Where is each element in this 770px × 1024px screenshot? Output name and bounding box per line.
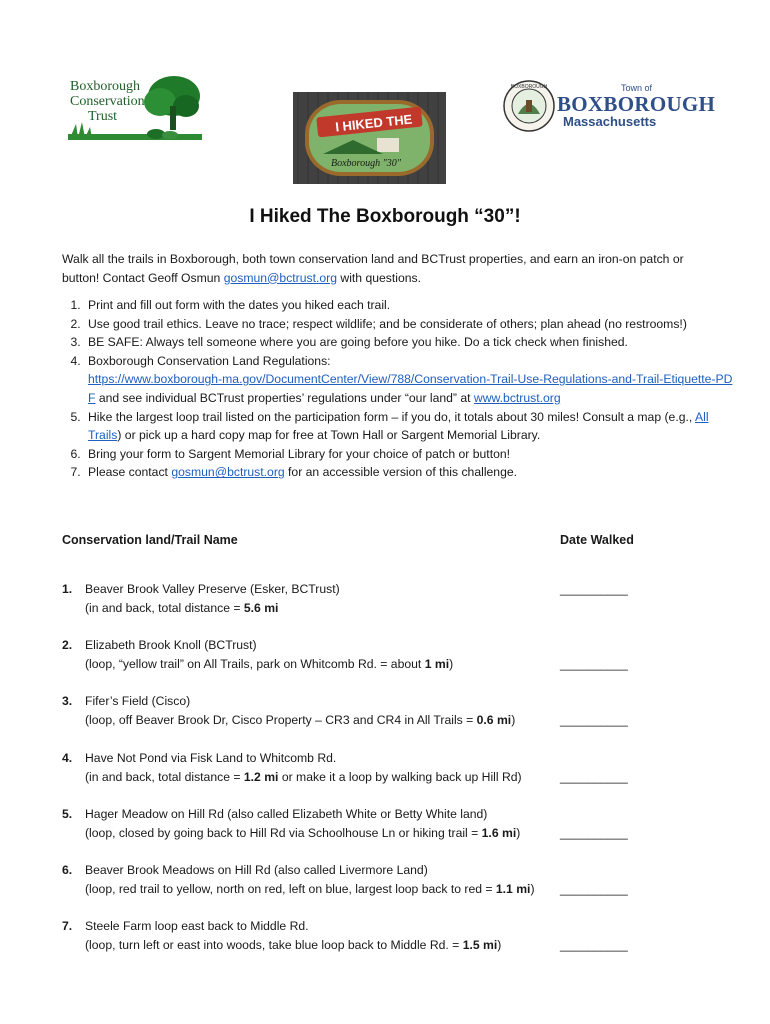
trail-name-column-header: Conservation land/Trail Name (62, 533, 238, 547)
page-title: I Hiked The Boxborough “30”! (249, 206, 521, 227)
regulations-link[interactable]: https://www.boxborough-ma.gov/DocumentCenter/View/788/Conservation-Trail-Use-Regulations-and-Trail-Etiquette-PDF (88, 372, 733, 405)
town-state: Massachusetts (563, 114, 657, 129)
intro-text: Walk all the trails in Boxborough, both town conservation land and BCTrust properties, and earn an iron-on patch or button! Contact Geoff Osmun (62, 252, 684, 285)
rule-item: 1. Print and fill out form with the dates you hiked each trail. (84, 296, 734, 315)
intro-paragraph (62, 250, 712, 287)
all-trails-link[interactable]: All Trails (88, 409, 709, 443)
date-walked-column-header: Date Walked (560, 533, 634, 547)
rule-item: 5. Hike the largest loop trail listed on the participation form – if you do, it totals about 30 miles! Consult a map (e.g., All Trails) or pick up a hard copy map for free at Town Hall or Sargent Memorial Library. (84, 408, 734, 445)
bctrust-logo (66, 72, 202, 142)
svg-text:Boxborough "30": Boxborough "30" (331, 158, 401, 169)
rules-list (62, 296, 734, 482)
rule-item: 4. Boxborough Conservation Land Regulations: https://www.boxborough-ma.gov/DocumentCenter/View/788/Conservation-Trail-Use-Regulations-and-Trail-Etiquette-PDF and see individual BCTrust properties’ regulations under “our land” at www.bctrust.org (84, 352, 734, 408)
svg-text:Conservation: Conservation (70, 94, 145, 109)
svg-text:Boxborough: Boxborough (70, 79, 140, 94)
rule-item: 7. Please contact gosmun@bctrust.org for an accessible version of this challenge. (84, 463, 734, 482)
town-of-boxborough-logo (503, 80, 716, 132)
date-walked-blank[interactable]: __________ (560, 937, 628, 952)
rule-item: 2. Use good trail ethics. Leave no trace; respect wildlife; and be considerate of others; plan ahead (no restrooms!) (84, 315, 734, 334)
town-name: BOXBOROUGH (557, 92, 716, 116)
intro-text-end: with questions. (337, 270, 422, 285)
town-seal-icon (503, 80, 555, 132)
hiked-patch-image (293, 92, 446, 184)
svg-text:BOXBOROUGH: BOXBOROUGH (510, 84, 548, 90)
bctrust-website-link[interactable]: www.bctrust.org (473, 390, 561, 405)
rule-item: 3. BE SAFE: Always tell someone where you are going before you hike. Do a tick check when finished. (84, 333, 734, 352)
date-walked-blank[interactable]: __________ (560, 712, 628, 727)
date-walked-blank[interactable]: __________ (560, 881, 628, 896)
svg-text:Trust: Trust (88, 109, 118, 124)
accessible-contact-email-link[interactable]: gosmun@bctrust.org (171, 465, 285, 480)
date-walked-blank[interactable]: __________ (560, 656, 628, 671)
town-prefix: Town of (621, 83, 653, 93)
svg-text:I HIKED THE: I HIKED THE (334, 111, 414, 135)
date-walked-blank[interactable]: __________ (560, 769, 628, 784)
contact-email-link[interactable]: gosmun@bctrust.org (223, 270, 337, 285)
date-walked-blank[interactable]: __________ (560, 582, 628, 596)
date-walked-blank[interactable]: __________ (560, 825, 628, 840)
rule-item: 6. Bring your form to Sargent Memorial Library for your choice of patch or button! (84, 445, 734, 464)
